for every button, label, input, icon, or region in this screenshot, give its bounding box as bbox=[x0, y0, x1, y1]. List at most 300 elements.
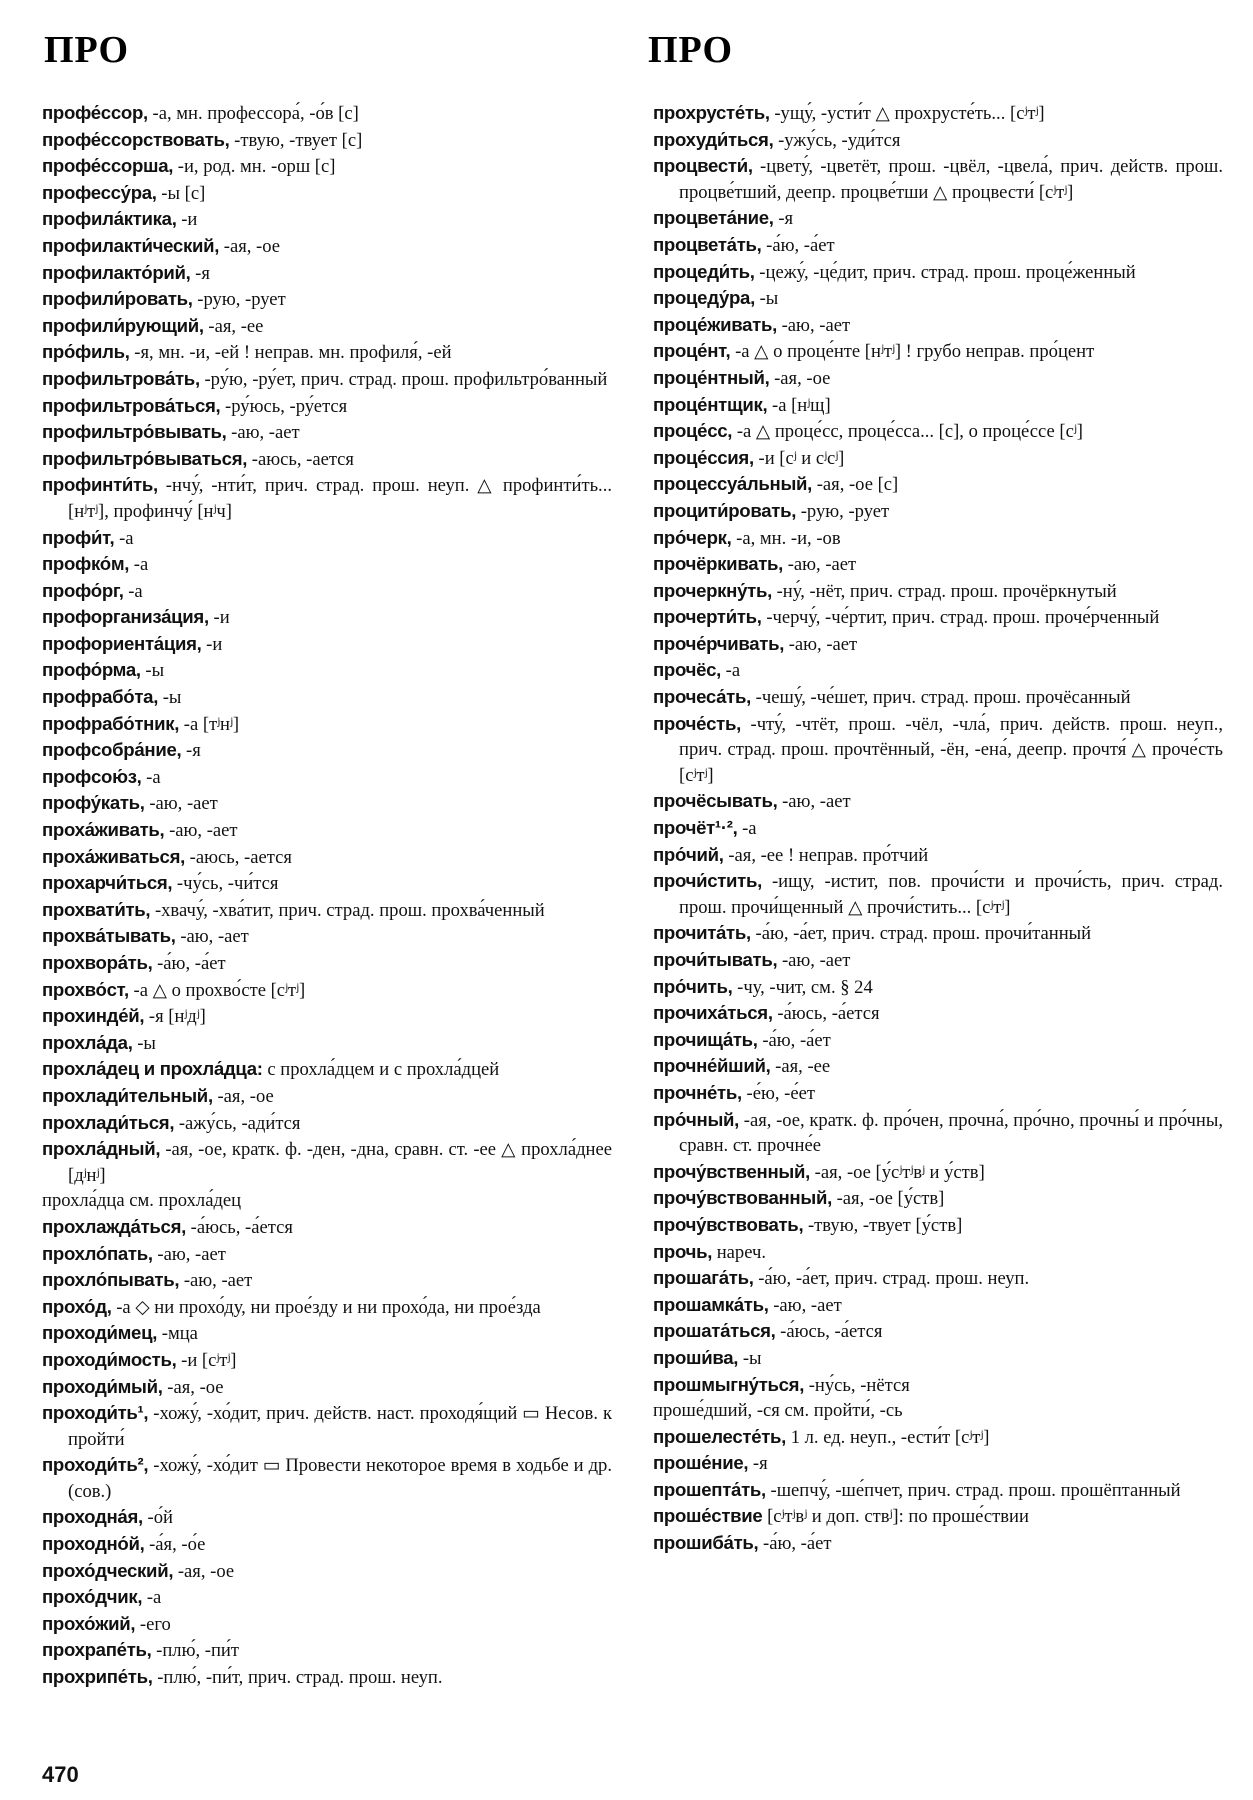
headword: прохлади́ться, bbox=[42, 1111, 175, 1133]
dictionary-entry bbox=[653, 657, 1223, 684]
entry-text: -а △ о прохво́сте [сʲтʲ] bbox=[128, 979, 306, 1001]
headword: прочь, bbox=[653, 1240, 713, 1262]
entry-text: -аю, -ает bbox=[164, 820, 238, 842]
dictionary-entry bbox=[653, 1345, 1223, 1372]
dictionary-entry bbox=[42, 817, 612, 844]
entry-text: -а́ю, -а́ет bbox=[757, 1029, 831, 1051]
dictionary-entry bbox=[653, 1503, 1223, 1530]
headword: профила́ктика, bbox=[42, 208, 177, 230]
entry-text: -ая, -ее ! неправ. про́тчий bbox=[723, 844, 929, 866]
dictionary-entry bbox=[42, 950, 612, 977]
headword: профо́рма, bbox=[42, 659, 141, 681]
entry-text: -ая, -ее bbox=[203, 315, 264, 337]
headword: прохинде́й, bbox=[42, 1005, 145, 1027]
dictionary-entry bbox=[42, 657, 612, 684]
dictionary-entry bbox=[42, 1241, 612, 1268]
entry-text: -ая, -ое bbox=[162, 1376, 224, 1398]
headword: проце́нт, bbox=[653, 340, 731, 362]
dictionary-entry bbox=[653, 1398, 1223, 1424]
entry-text: -нчу́, -нти́т, прич. страд. прош. неуп. △ профинти́ть... [нʲтʲ], профинчу́ [нʲч] bbox=[68, 475, 612, 522]
entry-text: -а́юсь, -а́ется bbox=[186, 1216, 293, 1238]
entry-text: -ая, -ое [у́сʲтʲвʲ и у́ств] bbox=[810, 1161, 985, 1183]
dictionary-entry bbox=[42, 1584, 612, 1611]
entry-text: -ая, -ое, кратк. ф. -ден, -дна, сравн. ст. -ее △ прохла́днее [дʲнʲ] bbox=[68, 1139, 612, 1186]
dictionary-entry bbox=[653, 498, 1223, 525]
headword: процессуа́льный, bbox=[653, 473, 813, 495]
headword: прочиха́ться, bbox=[653, 1002, 773, 1024]
entry-text: -а bbox=[114, 527, 134, 549]
dictionary-entry bbox=[42, 233, 612, 260]
headword: профильтро́вывать, bbox=[42, 421, 227, 443]
entry-text: -шепчу́, -ше́пчет, прич. страд. прош. прошёптанный bbox=[765, 1479, 1181, 1501]
entry-text: -ая, -ое bbox=[769, 367, 831, 389]
dictionary-entry bbox=[42, 897, 612, 924]
entry-text: -и bbox=[208, 607, 230, 629]
headword: профилакто́рий, bbox=[42, 261, 191, 283]
entry-text: с прохла́дцем и с прохла́дцей bbox=[262, 1059, 500, 1081]
entry-text: -аю, -ает bbox=[152, 1243, 226, 1265]
headword: прохрусте́ть, bbox=[653, 102, 770, 123]
entry-text: -чту́, -чтёт, прош. -чёл, -чла́, прич. действ. прош. неуп., прич. страд. прош. прочтённый, -ён, -ена́, деепр. прочтя́ △ проче́сть [сʲтʲ] bbox=[679, 713, 1223, 786]
headword: проходи́мый, bbox=[42, 1375, 163, 1397]
headword: процеди́ть, bbox=[653, 260, 755, 282]
dictionary-entry bbox=[42, 604, 612, 631]
headword: проходи́ть¹, bbox=[42, 1402, 149, 1424]
entry-text: -и bbox=[176, 209, 198, 231]
entry-text: [сʲтʲвʲ и доп. ствʲ]: по проше́ствии bbox=[762, 1506, 1029, 1528]
dictionary-entry bbox=[42, 1637, 612, 1664]
entry-text: -ужу́сь, -уди́тся bbox=[773, 129, 901, 151]
headword: прочёт¹·², bbox=[653, 817, 738, 839]
headword: проходи́мец, bbox=[42, 1322, 158, 1344]
entry-text: -ру́ю, -ру́ет, прич. страд. прош. профильтро́ванный bbox=[199, 368, 608, 390]
dictionary-entry bbox=[653, 153, 1223, 205]
headword: профессу́ра, bbox=[42, 181, 157, 203]
headword: про́черк, bbox=[653, 526, 732, 548]
headword: процвета́ние, bbox=[653, 207, 774, 229]
entry-text: -аю, -ает bbox=[777, 950, 851, 971]
dictionary-entry bbox=[653, 815, 1223, 842]
headword: профсобра́ние, bbox=[42, 739, 182, 761]
dictionary-entry bbox=[653, 947, 1223, 974]
dictionary-entry bbox=[42, 1558, 612, 1585]
entry-text: -а ◇ ни прохо́ду, ни прое́зду и ни прохо́да, ни прое́зда bbox=[111, 1296, 541, 1318]
dictionary-entry bbox=[42, 551, 612, 578]
headword: прочу́вствовать, bbox=[653, 1213, 804, 1235]
entry-text: -аюсь, -ается bbox=[185, 846, 292, 868]
entry-text: -а bbox=[141, 766, 161, 788]
entry-text: -ы bbox=[132, 1032, 156, 1054]
headword: профинти́ть, bbox=[42, 474, 158, 496]
dictionary-entry bbox=[653, 631, 1223, 658]
headword: про́чный, bbox=[653, 1108, 740, 1130]
entry-text: -а bbox=[123, 580, 143, 602]
headword: прохва́тывать, bbox=[42, 925, 176, 947]
dictionary-entry bbox=[42, 1294, 612, 1321]
dictionary-entry bbox=[653, 445, 1223, 472]
dictionary-entry bbox=[42, 1400, 612, 1452]
headword: профрабо́тник, bbox=[42, 712, 180, 734]
entry-text: -я bbox=[773, 208, 794, 230]
headword: прочеркну́ть, bbox=[653, 579, 772, 601]
entry-text: -мца bbox=[157, 1323, 198, 1345]
entry-text: -ая, -ое, кратк. ф. про́чен, прочна́, про́чно, прочны́ и про́чны, сравн. ст. прочне́е bbox=[679, 1109, 1223, 1157]
entry-text: -ы bbox=[158, 687, 182, 709]
dictionary-entry bbox=[42, 764, 612, 791]
headword: прочёркивать, bbox=[653, 553, 784, 575]
dictionary-entry bbox=[653, 868, 1223, 920]
entry-text: -аю, -ает bbox=[777, 791, 851, 813]
headword: проче́рчивать, bbox=[653, 632, 785, 654]
headword: прочи́тывать, bbox=[653, 949, 778, 970]
entry-text: -а, мн. профессора́, -о́в [с] bbox=[147, 103, 359, 124]
entry-text: -аю, -ает bbox=[179, 1270, 253, 1292]
dictionary-entry bbox=[653, 1450, 1223, 1477]
headword: прочита́ть, bbox=[653, 922, 751, 944]
headword: прохо́жий, bbox=[42, 1612, 136, 1634]
headword: профильтро́вываться, bbox=[42, 447, 248, 469]
entry-text: -а́юсь, -а́ется bbox=[772, 1003, 880, 1025]
headword: профе́ссорствовать, bbox=[42, 128, 230, 150]
entry-text: -а △ проце́сс, проце́сса... [с], о проце́ссе [сʲ] bbox=[732, 421, 1083, 443]
dictionary-entry bbox=[653, 100, 1223, 127]
headword: про́чий, bbox=[653, 843, 724, 865]
headword: проце́сс, bbox=[653, 420, 733, 442]
dictionary-entry bbox=[653, 312, 1223, 339]
entry-text: -а [нʲщ] bbox=[767, 394, 831, 416]
headword: процити́ровать, bbox=[653, 499, 797, 521]
entry-text: -а bbox=[142, 1587, 162, 1609]
entry-text: -а́ю, -а́ет, прич. страд. прош. прочи́танный bbox=[750, 923, 1092, 945]
dictionary-entry bbox=[42, 1136, 612, 1188]
dictionary-entry bbox=[42, 1664, 612, 1691]
dictionary-entry bbox=[42, 1531, 612, 1558]
headword: прохвора́ть, bbox=[42, 952, 153, 973]
entry-text: -я bbox=[181, 740, 201, 762]
dictionary-entry bbox=[653, 1185, 1223, 1212]
dictionary-entry bbox=[42, 339, 612, 366]
headword: проце́живать, bbox=[653, 313, 777, 335]
page-number: 470 bbox=[42, 1762, 79, 1787]
entry-text: -ру́юсь, -ру́ется bbox=[220, 395, 348, 417]
headword: профу́кать, bbox=[42, 792, 145, 814]
entry-text: -аю, -ает bbox=[776, 314, 851, 336]
headword: прохлади́тельный, bbox=[42, 1084, 213, 1106]
page-header-right: ПРО bbox=[648, 29, 734, 71]
dictionary-entry bbox=[653, 788, 1223, 815]
dictionary-entry bbox=[42, 153, 612, 180]
headword: прохо́д, bbox=[42, 1295, 112, 1317]
dictionary-entry bbox=[42, 1056, 612, 1083]
entry-text: -а́ю, -а́ет bbox=[152, 953, 226, 974]
dictionary-entry bbox=[653, 127, 1223, 154]
entry-text: -и, род. мн. -орш [с] bbox=[173, 156, 336, 178]
dictionary-entry bbox=[653, 974, 1223, 1001]
dictionary-entry bbox=[42, 737, 612, 764]
headword: профрабо́та, bbox=[42, 686, 159, 708]
headword: прохо́дческий, bbox=[42, 1559, 174, 1581]
dictionary-entry bbox=[42, 1003, 612, 1030]
dictionary-entry bbox=[653, 1265, 1223, 1292]
headword: прохла́дец и прохла́дца: bbox=[42, 1058, 263, 1080]
headword: прочёс, bbox=[653, 659, 722, 681]
headword: процвета́ть, bbox=[653, 233, 762, 255]
dictionary-entry bbox=[42, 366, 612, 393]
entry-text: -чу, -чит, см. § 24 bbox=[732, 976, 873, 998]
headword: прохрапе́ть, bbox=[42, 1639, 152, 1661]
headword: проче́сть, bbox=[653, 712, 741, 734]
dictionary-entry bbox=[42, 631, 612, 658]
headword: прошепта́ть, bbox=[653, 1478, 766, 1500]
entry-text: -аю, -ает bbox=[175, 926, 249, 948]
headword: прохла́да, bbox=[42, 1031, 133, 1053]
headword: прочне́ть, bbox=[653, 1081, 742, 1103]
entry-text: -а́юсь, -а́ется bbox=[775, 1321, 883, 1343]
headword: прохвати́ть, bbox=[42, 898, 151, 920]
entry-text: -и [сʲ и сʲсʲ] bbox=[753, 447, 845, 469]
headword: проце́нтный, bbox=[653, 366, 770, 388]
dictionary-entry bbox=[653, 232, 1223, 259]
dictionary-entry bbox=[42, 1320, 612, 1347]
entry-text: -ущу́, -усти́т △ прохрусте́ть... [сʲтʲ] bbox=[769, 103, 1045, 124]
entry-text: -о́й bbox=[142, 1507, 173, 1529]
entry-text: -его bbox=[135, 1613, 171, 1635]
dictionary-entry bbox=[42, 260, 612, 287]
entry-text: -хожу́, -хо́дит ▭ Провести некоторое время в ходьбе и др. (сов.) bbox=[68, 1455, 612, 1502]
entry-text: -хвачу́, -хва́тит, прич. страд. прош. прохва́ченный bbox=[150, 899, 545, 921]
dictionary-entry bbox=[42, 472, 612, 524]
headword: прочеса́ть, bbox=[653, 686, 751, 708]
dictionary-entry bbox=[653, 1530, 1223, 1557]
headword: проходна́я, bbox=[42, 1506, 143, 1528]
entry-text: -ая, -ое bbox=[212, 1085, 274, 1107]
dictionary-entry bbox=[42, 100, 612, 127]
headword: прошмыгну́ться, bbox=[653, 1373, 805, 1395]
dictionary-entry bbox=[653, 1027, 1223, 1054]
entry-text: -и [сʲтʲ] bbox=[176, 1349, 237, 1371]
entry-text: -ищу, -истит, пов. прочи́сти и прочи́сть, прич. страд. прош. прочи́щенный △ прочи́стить... [сʲтʲ] bbox=[679, 871, 1223, 918]
entry-text: -я bbox=[190, 262, 210, 284]
entry-text: -ы [с] bbox=[156, 182, 206, 204]
headword: проходи́ть², bbox=[42, 1454, 149, 1476]
entry-text: -ну́сь, -нётся bbox=[804, 1374, 910, 1396]
dictionary-entry bbox=[42, 1083, 612, 1110]
entry-text: -аюсь, -ается bbox=[247, 448, 354, 470]
headword: проше́ствие bbox=[653, 1505, 763, 1527]
entry-text: -ая, -ее bbox=[770, 1056, 831, 1078]
entry-text: прохла́дца см. прохла́дец bbox=[42, 1190, 242, 1212]
entry-text: -а́я, -о́е bbox=[144, 1534, 206, 1556]
headword: профе́ссор, bbox=[42, 102, 148, 123]
entry-text: -аю, -ает bbox=[768, 1294, 842, 1316]
dictionary-entry bbox=[42, 578, 612, 605]
dictionary-entry bbox=[653, 1292, 1223, 1319]
dictionary-entry bbox=[42, 1110, 612, 1137]
headword: проце́ссия, bbox=[653, 446, 754, 468]
headword: профилакти́ческий, bbox=[42, 234, 220, 256]
entry-text: -рую, -рует bbox=[192, 289, 286, 311]
headword: профсою́з, bbox=[42, 765, 142, 787]
dictionary-entry bbox=[42, 1504, 612, 1531]
dictionary-entry bbox=[42, 1214, 612, 1241]
entry-text: -а, мн. -и, -ов bbox=[731, 527, 841, 549]
headword: профили́рующий, bbox=[42, 314, 204, 336]
headword: прошелесте́ть, bbox=[653, 1425, 787, 1447]
dictionary-entry bbox=[653, 1212, 1223, 1239]
dictionary-entry bbox=[653, 365, 1223, 392]
headword: процеду́ра, bbox=[653, 287, 755, 309]
headword: профорганиза́ция, bbox=[42, 606, 209, 628]
dictionary-entry bbox=[42, 844, 612, 871]
entry-text: -ажу́сь, -ади́тся bbox=[174, 1112, 301, 1134]
entry-text: -плю́, -пи́т bbox=[151, 1640, 239, 1662]
entry-text: -аю, -ает bbox=[226, 422, 300, 444]
entry-text: -ы bbox=[738, 1347, 762, 1369]
headword: прошага́ть, bbox=[653, 1267, 754, 1289]
entry-text: -чешу́, -че́шет, прич. страд. прош. прочёсанный bbox=[751, 687, 1131, 709]
dictionary-entry bbox=[42, 711, 612, 738]
dictionary-entry bbox=[653, 1477, 1223, 1504]
headword: прочерти́ть, bbox=[653, 606, 762, 628]
entry-text: -ы bbox=[140, 660, 165, 682]
dictionary-entry bbox=[653, 1159, 1223, 1186]
headword: профо́рг, bbox=[42, 579, 124, 601]
headword: прочу́вствованный, bbox=[653, 1187, 832, 1209]
entry-text: -плю́, -пи́т, прич. страд. прош. неуп. bbox=[152, 1667, 443, 1689]
entry-text: проше́дший, -ся см. пройти́, -сь bbox=[653, 1400, 903, 1422]
headword: проце́нтщик, bbox=[653, 393, 768, 415]
entry-text: -ая, -ое bbox=[173, 1560, 235, 1582]
headword: профильтрова́ться, bbox=[42, 394, 221, 416]
dictionary-entry bbox=[653, 920, 1223, 947]
entry-text: -а bbox=[721, 660, 741, 682]
headword: про́филь, bbox=[42, 341, 130, 363]
entry-text: -я [нʲдʲ] bbox=[144, 1006, 206, 1028]
dictionary-entry bbox=[42, 1267, 612, 1294]
headword: проше́ние, bbox=[653, 1452, 749, 1474]
dictionary-entry bbox=[653, 338, 1223, 365]
headword: проха́живаться, bbox=[42, 845, 185, 867]
headword: прочища́ть, bbox=[653, 1028, 758, 1050]
dictionary-entry bbox=[653, 1080, 1223, 1107]
entry-text: -а́ю, -а́ет bbox=[761, 234, 835, 256]
headword: прохрипе́ть, bbox=[42, 1666, 153, 1688]
dictionary-entry bbox=[42, 1030, 612, 1057]
dictionary-entry bbox=[653, 285, 1223, 312]
dictionary-entry bbox=[653, 842, 1223, 869]
entry-text: -аю, -ает bbox=[784, 633, 858, 655]
entry-text: -а △ о проце́нте [нʲтʲ] ! грубо неправ. про́цент bbox=[730, 341, 1095, 363]
dictionary-entry bbox=[653, 551, 1223, 578]
dictionary-entry bbox=[42, 206, 612, 233]
headword: прохо́дчик, bbox=[42, 1586, 143, 1608]
entry-text: -а bbox=[129, 554, 149, 576]
headword: прошата́ться, bbox=[653, 1320, 776, 1342]
dictionary-entry bbox=[653, 205, 1223, 232]
dictionary-entry bbox=[653, 1239, 1223, 1266]
headword: процвести́, bbox=[653, 155, 753, 177]
dictionary-entry bbox=[42, 1611, 612, 1638]
dictionary-entry bbox=[653, 418, 1223, 445]
headword: прошиба́ть, bbox=[653, 1532, 759, 1554]
dictionary-entry bbox=[42, 127, 612, 154]
dictionary-entry bbox=[42, 180, 612, 207]
entry-text: -твую, -твует [с] bbox=[229, 129, 363, 151]
entry-text: -а bbox=[737, 818, 757, 840]
headword: прошамка́ть, bbox=[653, 1293, 769, 1315]
headword: прохло́пать, bbox=[42, 1242, 153, 1264]
headword: профили́ровать, bbox=[42, 288, 193, 310]
headword: профко́м, bbox=[42, 553, 130, 575]
dictionary-entry bbox=[653, 1424, 1223, 1451]
headword: про́чить, bbox=[653, 975, 733, 997]
headword: проходи́мость, bbox=[42, 1348, 177, 1370]
headword: проши́ва, bbox=[653, 1346, 739, 1368]
dictionary-entry bbox=[653, 471, 1223, 498]
dictionary-entry bbox=[42, 1452, 612, 1504]
dictionary-entry bbox=[42, 870, 612, 897]
headword: прочи́стить, bbox=[653, 870, 762, 892]
headword: прохлажда́ться, bbox=[42, 1215, 186, 1237]
entry-text: -ы bbox=[754, 288, 779, 310]
entry-text: -черчу́, -че́ртит, прич. страд. прош. проче́рченный bbox=[761, 607, 1160, 629]
dictionary-entry bbox=[42, 1374, 612, 1401]
headword: прохво́ст, bbox=[42, 978, 129, 1000]
dictionary-entry bbox=[653, 711, 1223, 789]
dictionary-entry bbox=[42, 1188, 612, 1214]
headword: прочне́йший, bbox=[653, 1055, 771, 1077]
dictionary-entry bbox=[42, 446, 612, 473]
headword: прохуди́ться, bbox=[653, 128, 774, 150]
headword: профе́ссорша, bbox=[42, 155, 174, 177]
entry-text: -а́ю, -а́ет bbox=[758, 1533, 832, 1555]
dictionary-entry bbox=[653, 684, 1223, 711]
dictionary-entry bbox=[42, 684, 612, 711]
entry-text: -ая, -ое [с] bbox=[812, 474, 899, 496]
dictionary-entry bbox=[42, 1347, 612, 1374]
entry-text: 1 л. ед. неуп., -ести́т [сʲтʲ] bbox=[786, 1426, 990, 1448]
headword: прохарчи́ться, bbox=[42, 872, 173, 894]
entry-text: -ая, -ое bbox=[219, 235, 281, 257]
dictionary-entry bbox=[42, 419, 612, 446]
headword: прохло́пывать, bbox=[42, 1269, 180, 1291]
headword: прохла́дный, bbox=[42, 1138, 161, 1160]
dictionary-entry bbox=[42, 977, 612, 1004]
dictionary-entry bbox=[653, 392, 1223, 419]
entry-text: -цежу́, -це́дит, прич. страд. прош. проце́женный bbox=[754, 261, 1136, 283]
dictionary-entry bbox=[42, 313, 612, 340]
headword: профи́т, bbox=[42, 526, 115, 548]
entry-text: нареч. bbox=[712, 1241, 767, 1263]
dictionary-entry bbox=[42, 923, 612, 950]
right-column bbox=[653, 100, 1223, 1557]
page-header-left: ПРО bbox=[44, 29, 130, 71]
entry-text: -я bbox=[748, 1453, 768, 1475]
entry-text: -рую, -рует bbox=[796, 500, 890, 522]
entry-text: -аю, -ает bbox=[783, 554, 857, 576]
dictionary-entry bbox=[653, 525, 1223, 552]
entry-text: -чу́сь, -чи́тся bbox=[172, 873, 279, 895]
dictionary-entry bbox=[42, 393, 612, 420]
headword: прочу́вственный, bbox=[653, 1160, 810, 1182]
entry-text: -а [тʲнʲ] bbox=[179, 713, 240, 735]
entry-text: -твую, -твует [у́ств] bbox=[803, 1214, 963, 1236]
headword: профильтрова́ть, bbox=[42, 367, 200, 389]
dictionary-entry bbox=[653, 1318, 1223, 1345]
dictionary-entry bbox=[653, 259, 1223, 286]
dictionary-entry bbox=[653, 1053, 1223, 1080]
entry-text: -ну́, -нёт, прич. страд. прош. прочёркнутый bbox=[771, 580, 1117, 602]
